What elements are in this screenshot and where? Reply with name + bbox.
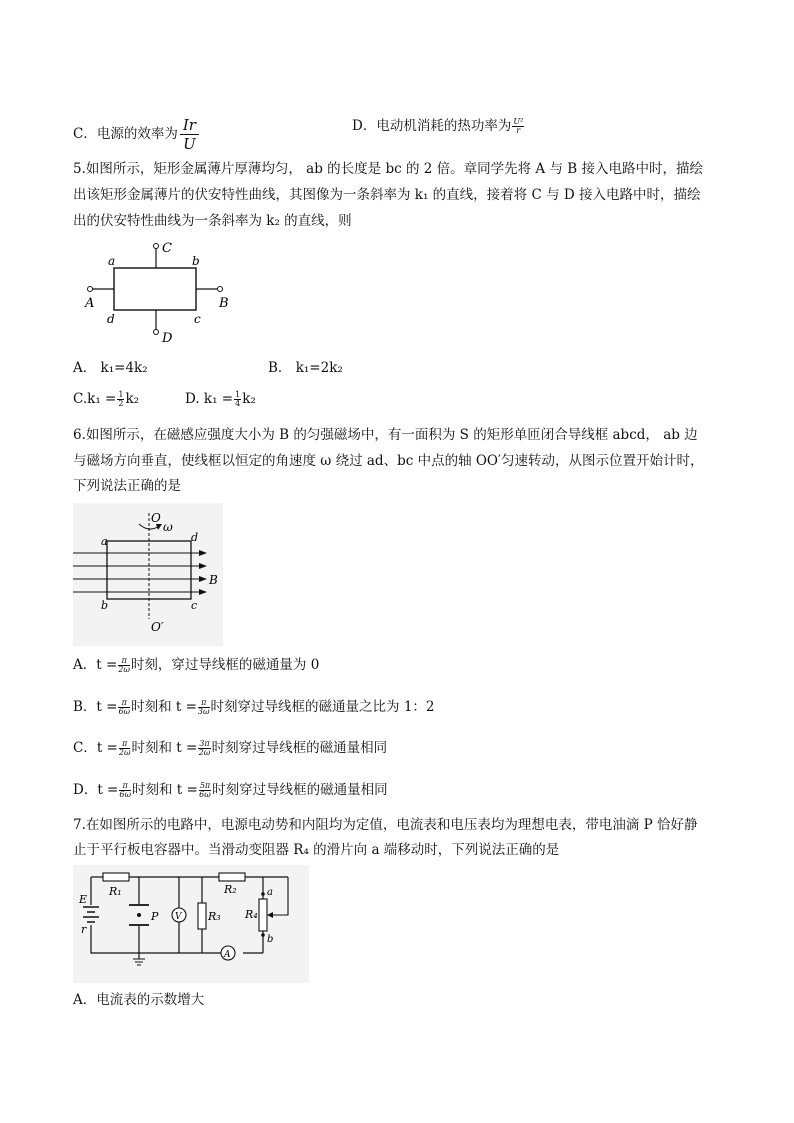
q4-option-c — [73, 116, 199, 153]
q6-option-d-time1-den: 6ω — [119, 790, 131, 799]
q4-option-c-label: C．电源的效率为 — [73, 126, 178, 142]
q6-magnetic-field-figure — [73, 503, 223, 646]
q5-option-c — [73, 389, 139, 409]
q6-option-c-text: 时刻穿过导线框的磁通量相同 — [211, 740, 388, 756]
q7-option-a: A．电流表的示数增大 — [73, 992, 205, 1008]
q6-option-c-time1-num: π — [119, 740, 131, 749]
q5-option-b: B． k₁=2k₂ — [268, 360, 343, 376]
q6-option-d-text: 时刻穿过导线框的磁通量相同 — [212, 782, 388, 798]
q5-option-d-fraction — [234, 391, 241, 408]
q4-option-c-fraction — [180, 116, 199, 153]
q6-option-c-time2-num: 3π — [199, 739, 210, 748]
q6-option-d — [73, 780, 388, 800]
q6-option-a-time — [118, 657, 130, 674]
q5-option-d-numerator: 1 — [235, 390, 241, 399]
q5-option-d-suffix: k₂ — [242, 391, 256, 407]
q6-option-a-time-num: π — [118, 657, 130, 666]
q5-option-c-prefix: C.k₁ = — [73, 391, 117, 407]
q5-label-d: d — [107, 312, 115, 326]
q5-stem-line-3: 出的伏安特性曲线为一条斜率为 k₂ 的直线，则 — [73, 213, 352, 229]
q7-label-R1: R₁ — [109, 885, 122, 898]
q6-option-c-time2 — [198, 740, 210, 757]
q6-option-a-prefix: A．t = — [73, 657, 118, 673]
q6-label-B: B — [209, 573, 218, 587]
q4-option-d-numerator: U² — [513, 117, 524, 126]
q6-option-d-time1-num: π — [119, 782, 131, 791]
q7-label-r: r — [81, 923, 87, 936]
q6-option-b-mid: 时刻和 t = — [131, 699, 197, 715]
q5-label-b: b — [192, 254, 200, 268]
q6-option-b — [73, 697, 435, 717]
q6-option-d-time1 — [119, 782, 131, 799]
q4-option-d-denominator: r — [516, 126, 521, 135]
q6-option-c-time1-den: 2ω — [118, 748, 131, 757]
q6-option-a — [73, 655, 319, 675]
q7-label-R2: R₂ — [224, 883, 237, 896]
q6-option-c-prefix: C．t = — [73, 740, 118, 756]
q5-option-c-fraction — [117, 391, 124, 408]
q6-label-O-prime: O′ — [151, 620, 164, 634]
q6-option-a-time-den: 2ω — [118, 665, 130, 674]
q5-option-c-suffix: k₂ — [125, 391, 140, 407]
q6-option-c — [73, 738, 387, 758]
q5-stem-line-2: 出该矩形金属薄片的伏安特性曲线，其图像为一条斜率为 k₁ 的直线，接着将 C 与 D 接入电路中时，描绘 — [73, 187, 701, 203]
q6-option-b-time2-num: π — [198, 699, 210, 708]
q7-stem-line-2: 止于平行板电容器中。当滑动变阻器 R₄ 的滑片向 a 端移动时，下列说法正确的是 — [73, 842, 560, 858]
q6-option-b-time2-den: 3ω — [197, 707, 210, 716]
q6-option-a-text: 时刻，穿过导线框的磁通量为 0 — [130, 657, 320, 673]
q5-label-a: a — [108, 254, 116, 268]
q6-option-d-time2-den: 6ω — [199, 790, 211, 799]
q5-option-d — [185, 389, 256, 409]
q5-option-d-denominator: 4 — [235, 399, 241, 408]
q6-option-d-time2 — [199, 782, 211, 799]
q6-option-c-time2-den: 2ω — [198, 748, 211, 757]
q4-option-d-fraction — [512, 118, 524, 135]
q6-option-b-text: 时刻穿过导线框的磁通量之比为 1：2 — [210, 699, 435, 715]
q6-label-c: c — [191, 599, 198, 612]
q5-stem-line-1: 5.如图所示，矩形金属薄片厚薄均匀， ab 的长度是 bc 的 2 倍。章同学先将 A 与 B 接入电路中时，描绘 — [73, 161, 703, 177]
q7-ammeter-label: A — [224, 950, 231, 960]
q7-label-a: a — [267, 887, 273, 898]
q6-label-a: a — [101, 535, 108, 548]
q6-option-d-mid: 时刻和 t = — [131, 782, 198, 798]
q6-stem-line-1: 6.如图所示，在磁感应强度大小为 B 的匀强磁场中，有一面积为 S 的矩形单匝闭合导线框 abcd， ab 边 — [73, 427, 698, 443]
q7-voltmeter-label: V — [175, 912, 182, 922]
q5-label-C: C — [162, 241, 172, 256]
q6-option-b-time1 — [118, 699, 130, 716]
q6-stem-line-3: 下列说法正确的是 — [73, 478, 181, 494]
q5-label-B: B — [219, 296, 229, 311]
q5-label-c: c — [194, 312, 201, 326]
q6-label-b: b — [101, 599, 109, 612]
q6-label-O: O — [151, 511, 161, 525]
q6-option-b-time2 — [198, 699, 210, 716]
q6-option-d-time2-num: 5π — [199, 781, 211, 790]
q6-option-c-mid: 时刻和 t = — [131, 740, 198, 756]
q7-label-R4: R₄ — [245, 908, 258, 921]
q7-label-b: b — [267, 934, 274, 945]
q5-option-c-denominator: 2 — [118, 399, 124, 408]
q5-option-c-numerator: 1 — [118, 390, 124, 399]
q4-option-d-label: D．电动机消耗的热功率为 — [352, 118, 512, 134]
q6-label-omega: ω — [163, 520, 173, 534]
q6-option-d-prefix: D．t = — [73, 782, 119, 798]
q6-option-c-time1 — [119, 740, 131, 757]
q5-option-a: A． k₁=4k₂ — [73, 360, 148, 376]
q5-label-A: A — [85, 296, 95, 311]
q6-option-b-time1-den: 6ω — [118, 707, 131, 716]
q7-stem-line-1: 7.在如图所示的电路中，电源电动势和内阻均为定值，电流表和电压表均为理想电表，带电油滴 P 恰好静 — [73, 817, 698, 833]
q7-label-E: E — [79, 893, 88, 906]
q5-label-D: D — [162, 331, 173, 346]
q6-stem-line-2: 与磁场方向垂直，使线框以恒定的角速度 ω 绕过 ad、bc 中点的轴 OO′匀速转动，从图示位置开始计时， — [73, 453, 704, 469]
q5-rectangle-figure — [78, 238, 248, 348]
q6-option-b-time1-num: π — [118, 699, 130, 708]
q6-label-d: d — [191, 531, 199, 544]
q5-option-d-prefix: D. k₁ = — [185, 391, 234, 407]
q7-label-R3: R₃ — [208, 910, 221, 923]
q7-circuit-figure — [73, 865, 309, 983]
q6-option-b-prefix: B．t = — [73, 699, 118, 715]
q4-option-c-denominator: U — [183, 135, 196, 153]
q4-option-c-numerator: Ir — [180, 116, 199, 135]
q4-option-d — [352, 116, 525, 136]
q7-label-P: P — [151, 910, 159, 923]
